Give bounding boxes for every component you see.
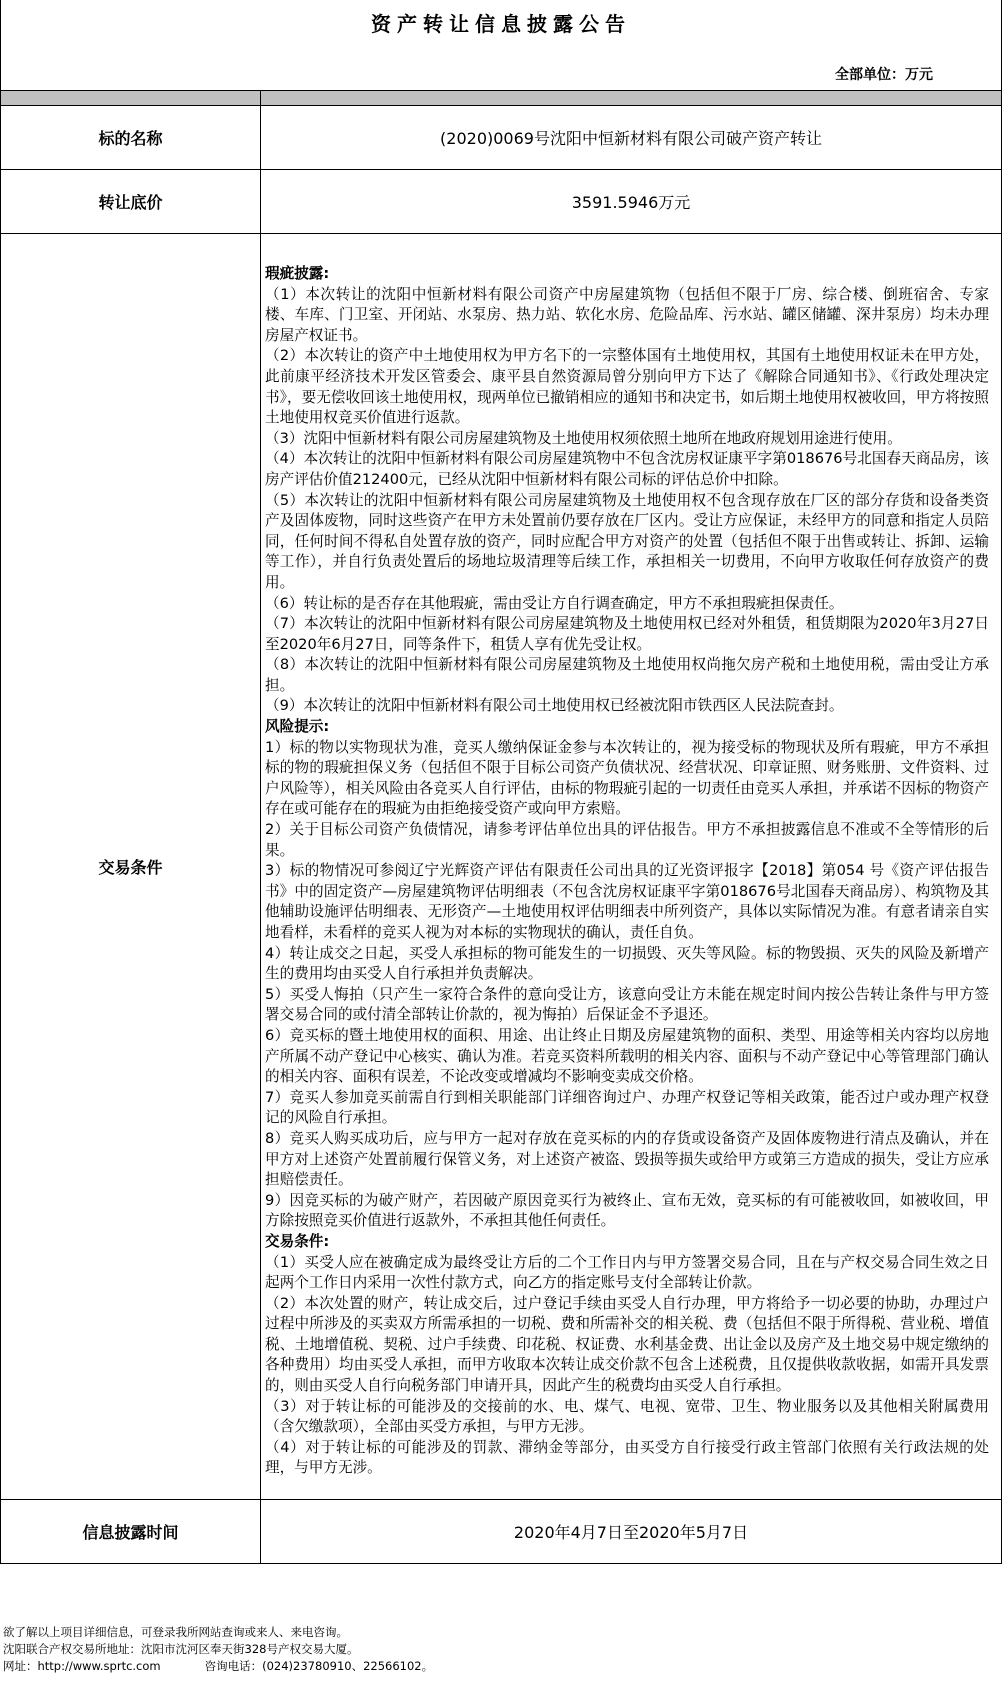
risk-item: 3）标的物情况可参阅辽宁光辉资产评估有限责任公司出具的辽光资评报字【2018】第054 号《资产评估报告书》中的固定资产—房屋建筑物评估明细表（不包含沈房权证康平字第018676号北国春天商品房）、构筑物及其他辅助设施评估明细表、无形资产—土地使用权评估明细表中所列资产，具体以实际情况为准。有意者请亲自实地看样，未看样的竞买人视为对本标的实物现状的确认，责任自负。: [265, 862, 989, 941]
page-title: 资产转让信息披露公告: [0, 0, 1002, 44]
risk-item: 5）买受人悔拍（只产生一家符合条件的意向受让方，该意向受让方未能在规定时间内按公告转让条件与甲方签署交易合同的或付清全部转让价款的，视为悔拍）后保证金不予退还。: [265, 985, 989, 1024]
defect-item: （2）本次转让的资产中土地使用权为甲方名下的一宗整体国有土地使用权，其国有土地使用权证未在甲方处，此前康平经济技术开发区管委会、康平县自然资源局曾分别向甲方下达了《解除合同通知书》、《行政处理决定书》，要无偿收回该土地使用权，现两单位已撤销相应的通知书和决定书，如后期土地使用权被收回，甲方将按照土地使用权竞买价值进行返款。: [265, 347, 989, 427]
conditions-row: [1, 234, 1002, 1500]
defect-item: （8）本次转让的沈阳中恒新材料有限公司房屋建筑物及土地使用权尚拖欠房产税和土地使用税，需由受让方承担。: [265, 656, 989, 694]
footer-info: [0, 1624, 1002, 1675]
defect-item: （6）转让标的是否存在其他瑕疵，需由受让方自行调查确定，甲方不承担瑕疵担保责任。: [265, 594, 844, 612]
price-row: [1, 170, 1002, 234]
trade-item: （2）本次处置的财产，转让成交后，过户登记手续由买受人自行办理，甲方将给予一切必要的协助，办理过户过程中所涉及的买卖双方所需承担的一切税、费和所需补交的相关税、费（包括但不限于所得税、营业税、增值税、土地增值税、契税、过户手续费、印花税、权证费、水利基金费、出让金以及房产及土地交易中规定缴纳的各种费用）均由买受人承担，而甲方收取本次转让成交价款不包含上述税费，且仅提供收款收据，如需开具发票的，则由买受人自行向税务部门申请开具，因此产生的税费均由买受人自行承担。: [265, 1294, 989, 1395]
risk-heading: 风险提示:: [265, 718, 330, 736]
risk-item: 6）竞买标的暨土地使用权的面积、用途、出让终止日期及房屋建筑物的面积、类型、用途等相关内容均以房地产所属不动产登记中心核实、确认为准。若竞买资料所载明的相关内容、面积与不动产登记中心等管理部门确认的相关内容、面积有误差，不论改变或增减均不影响变卖成交价格。: [265, 1026, 989, 1086]
footer-website-link[interactable]: 网址：http://www.sprtc.com: [3, 1659, 161, 1673]
conditions-label: 交易条件: [1, 234, 261, 1500]
subject-label: 标的名称: [1, 106, 261, 170]
conditions-content: [261, 234, 1002, 1500]
trade-item: （1）买受人应在被确定成为最终受让方后的二个工作日内与甲方签署交易合同，且在与产权交易合同生效之日起两个工作日内采用一次性付款方式，向乙方的指定账号支付全部转让价款。: [265, 1253, 989, 1292]
defect-item: （1）本次转让的沈阳中恒新材料有限公司资产中房屋建筑物（包括但不限于厂房、综合楼、倒班宿舍、专家楼、车库、门卫室、开闭站、水泵房、热力站、软化水房、危险品库、污水站、罐区储罐、深井泵房）均未办理房屋产权证书。: [265, 285, 989, 344]
risk-item: 2）关于目标公司资产负债情况，请参考评估单位出具的评估报告。甲方不承担披露信息不准或不全等情形的后果。: [265, 821, 989, 859]
subject-row: [1, 106, 1002, 170]
risk-item: 1）标的物以实物现状为准，竞买人缴纳保证金参与本次转让的，视为接受标的物现状及所有瑕疵，甲方不承担标的物的瑕疵担保义务（包括但不限于目标公司资产负债状况、经营状况、印章证照、财务账册、文件资料、过户风险等），相关风险由各竞买人自行评估，由标的物瑕疵引起的一切责任由竞买人承担，并承诺不因标的物资产存在或可能存在的瑕疵为由拒绝接受资产或向甲方索赔。: [265, 738, 989, 818]
footer-address: 沈阳联合产权交易所地址：沈阳市沈河区奉天街328号产权交易大厦。: [3, 1642, 359, 1656]
defect-item: （3）沈阳中恒新材料有限公司房屋建筑物及土地使用权须依照土地所在地政府规划用途进行使用。: [265, 429, 902, 447]
defects-heading: 瑕疵披露:: [265, 265, 330, 282]
header-bar: [1, 91, 1002, 106]
unit-note: 全部单位：万元: [0, 44, 1002, 90]
subject-value: (2020)0069号沈阳中恒新材料有限公司破产资产转让: [261, 106, 1002, 170]
trade-item: （4）对于转让标的可能涉及的罚款、滞纳金等部分，由买受方自行接受行政主管部门依照有关行政法规的处理，与甲方无涉。: [265, 1438, 989, 1477]
defect-item: （7）本次转让的沈阳中恒新材料有限公司房屋建筑物及土地使用权已经对外租赁，租赁期限为2020年3月27日至2020年6月27日，同等条件下，租赁人享有优先受让权。: [265, 615, 989, 653]
price-value: 3591.5946万元: [261, 170, 1002, 234]
defect-item: （9）本次转让的沈阳中恒新材料有限公司土地使用权已经被沈阳市铁西区人民法院查封。: [265, 697, 844, 715]
price-label: 转让底价: [1, 170, 261, 234]
disclosure-time-label: 信息披露时间: [1, 1500, 261, 1564]
defect-item: （5）本次转让的沈阳中恒新材料有限公司房屋建筑物及土地使用权不包含现存放在厂区的部分存货和设备类资产及固体废物，同时这些资产在甲方未处置前仍要存放在厂区内。受让方应保证，未经甲方的同意和指定人员陪同，任何时间不得私自处置存放的资产，同时应配合甲方对资产的处置（包括但不限于出售或转让、拆卸、运输等工作），并自行负责处置后的场地垃圾清理等后续工作，承担相关一切费用，不向甲方收取任何存放资产的费用。: [265, 491, 989, 591]
risk-item: 4）转让成交之日起，买受人承担标的物可能发生的一切损毁、灭失等风险。标的物毁损、灭失的风险及新增产生的费用均由买受人自行承担并负责解决。: [265, 944, 989, 983]
risk-item: 8）竞买人购买成功后，应与甲方一起对存放在竞买标的内的存货或设备资产及固体废物进行清点及确认，并在甲方对上述资产处置前履行保管义务，对上述资产被盗、毁损等损失或给甲方或第三方造成的损失，受让方应承担赔偿责任。: [265, 1129, 989, 1189]
disclosure-table: [0, 90, 1002, 1564]
disclosure-time-value: 2020年4月7日至2020年5月7日: [261, 1500, 1002, 1564]
footer-phone: 咨询电话：(024)23780910、22566102。: [204, 1659, 434, 1673]
trade-heading: 交易条件:: [265, 1232, 330, 1250]
footer-line-1: 欲了解以上项目详细信息，可登录我所网站查询或来人、来电咨询。: [3, 1625, 348, 1639]
risk-item: 7）竞买人参加竞买前需自行到相关职能部门详细咨询过户、办理产权登记等相关政策，能否过户或办理产权登记的风险自行承担。: [265, 1088, 989, 1127]
trade-item: （3）对于转让标的可能涉及的交接前的水、电、煤气、电视、宽带、卫生、物业服务以及其他相关附属费用（含欠缴款项），全部由买受方承担，与甲方无涉。: [265, 1397, 989, 1436]
risk-item: 9）因竞买标的为破产财产，若因破产原因竞买行为被终止、宣布无效，竞买标的有可能被收回，如被收回，甲方除按照竞买价值进行返款外，不承担其他任何责任。: [265, 1191, 989, 1230]
disclosure-time-row: [1, 1500, 1002, 1564]
defect-item: （4）本次转让的沈阳中恒新材料有限公司房屋建筑物中不包含沈房权证康平字第018676号北国春天商品房，该房产评估价值212400元，已经从沈阳中恒新材料有限公司标的评估总价中扣除。: [265, 450, 989, 488]
